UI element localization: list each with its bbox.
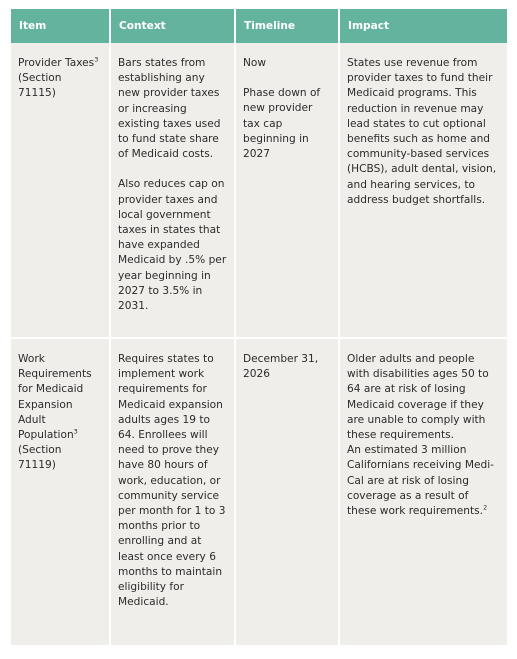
impact-paragraph: States use revenue from provider taxes to fund their Medicaid programs. This reduction in revenue may lead states to cut optional benefits such as home and community-based services (HCBS), adult dental, vision, and hearing services, to address budget shortfalls. bbox=[347, 57, 497, 206]
table-row bbox=[11, 43, 507, 337]
header-timeline: Timeline bbox=[234, 9, 338, 43]
footnote-ref: 3 bbox=[94, 55, 99, 64]
timeline-cell bbox=[234, 339, 338, 645]
header-context: Context bbox=[109, 9, 234, 43]
header-item: Item bbox=[11, 9, 109, 43]
context-cell bbox=[109, 43, 234, 337]
context-cell bbox=[109, 339, 234, 645]
item-cell bbox=[11, 43, 109, 337]
context-paragraph: Requires states to implement work requirements for Medicaid expansion adults ages 19 to 64. Enrollees will need to prove they have 80 hours of work, education, or community service per month for 1 to 3 months prior to enrolling and at least once every 6 months to maintain eligibility for Medicaid. bbox=[118, 353, 226, 609]
item-name: Work Requirements for Medicaid Expansion Adult Population bbox=[18, 353, 92, 442]
impact-paragraph bbox=[347, 443, 500, 519]
impact-cell bbox=[338, 339, 507, 645]
item-name: Provider Taxes bbox=[18, 57, 95, 69]
item-cell bbox=[11, 339, 109, 645]
context-paragraph: Also reduces cap on provider taxes and local government taxes in states that have expanded Medicaid by .5% per year beginning in 2027 to 3.5% in 2031. bbox=[118, 178, 227, 313]
item-section: (Section 71119) bbox=[18, 444, 62, 472]
table-row bbox=[11, 339, 507, 645]
footnote-ref: 2 bbox=[483, 503, 488, 512]
impact-text: An estimated 3 million Californians receiving Medi-Cal are at risk of losing coverage as a result of these work requirements. bbox=[347, 444, 494, 518]
table-header bbox=[11, 9, 507, 43]
context-paragraph: Bars states from establishing any new provider taxes or increasing existing taxes used to fund state share of Medicaid costs. bbox=[118, 57, 221, 161]
impact-paragraph: Older adults and people with disabilities ages 50 to 64 are at risk of losing Medicaid coverage if they are unable to comply with these requirements. bbox=[347, 353, 489, 442]
timeline-paragraph: Phase down of new provider tax cap beginning in 2027 bbox=[243, 87, 321, 161]
impact-cell bbox=[338, 43, 507, 337]
header-impact: Impact bbox=[338, 9, 507, 43]
item-section: (Section 71115) bbox=[18, 72, 62, 100]
timeline-cell bbox=[234, 43, 338, 337]
timeline-paragraph: Now bbox=[243, 57, 267, 69]
policy-table bbox=[11, 9, 507, 645]
footnote-ref: 3 bbox=[73, 427, 78, 436]
timeline-paragraph: December 31, 2026 bbox=[243, 353, 319, 381]
